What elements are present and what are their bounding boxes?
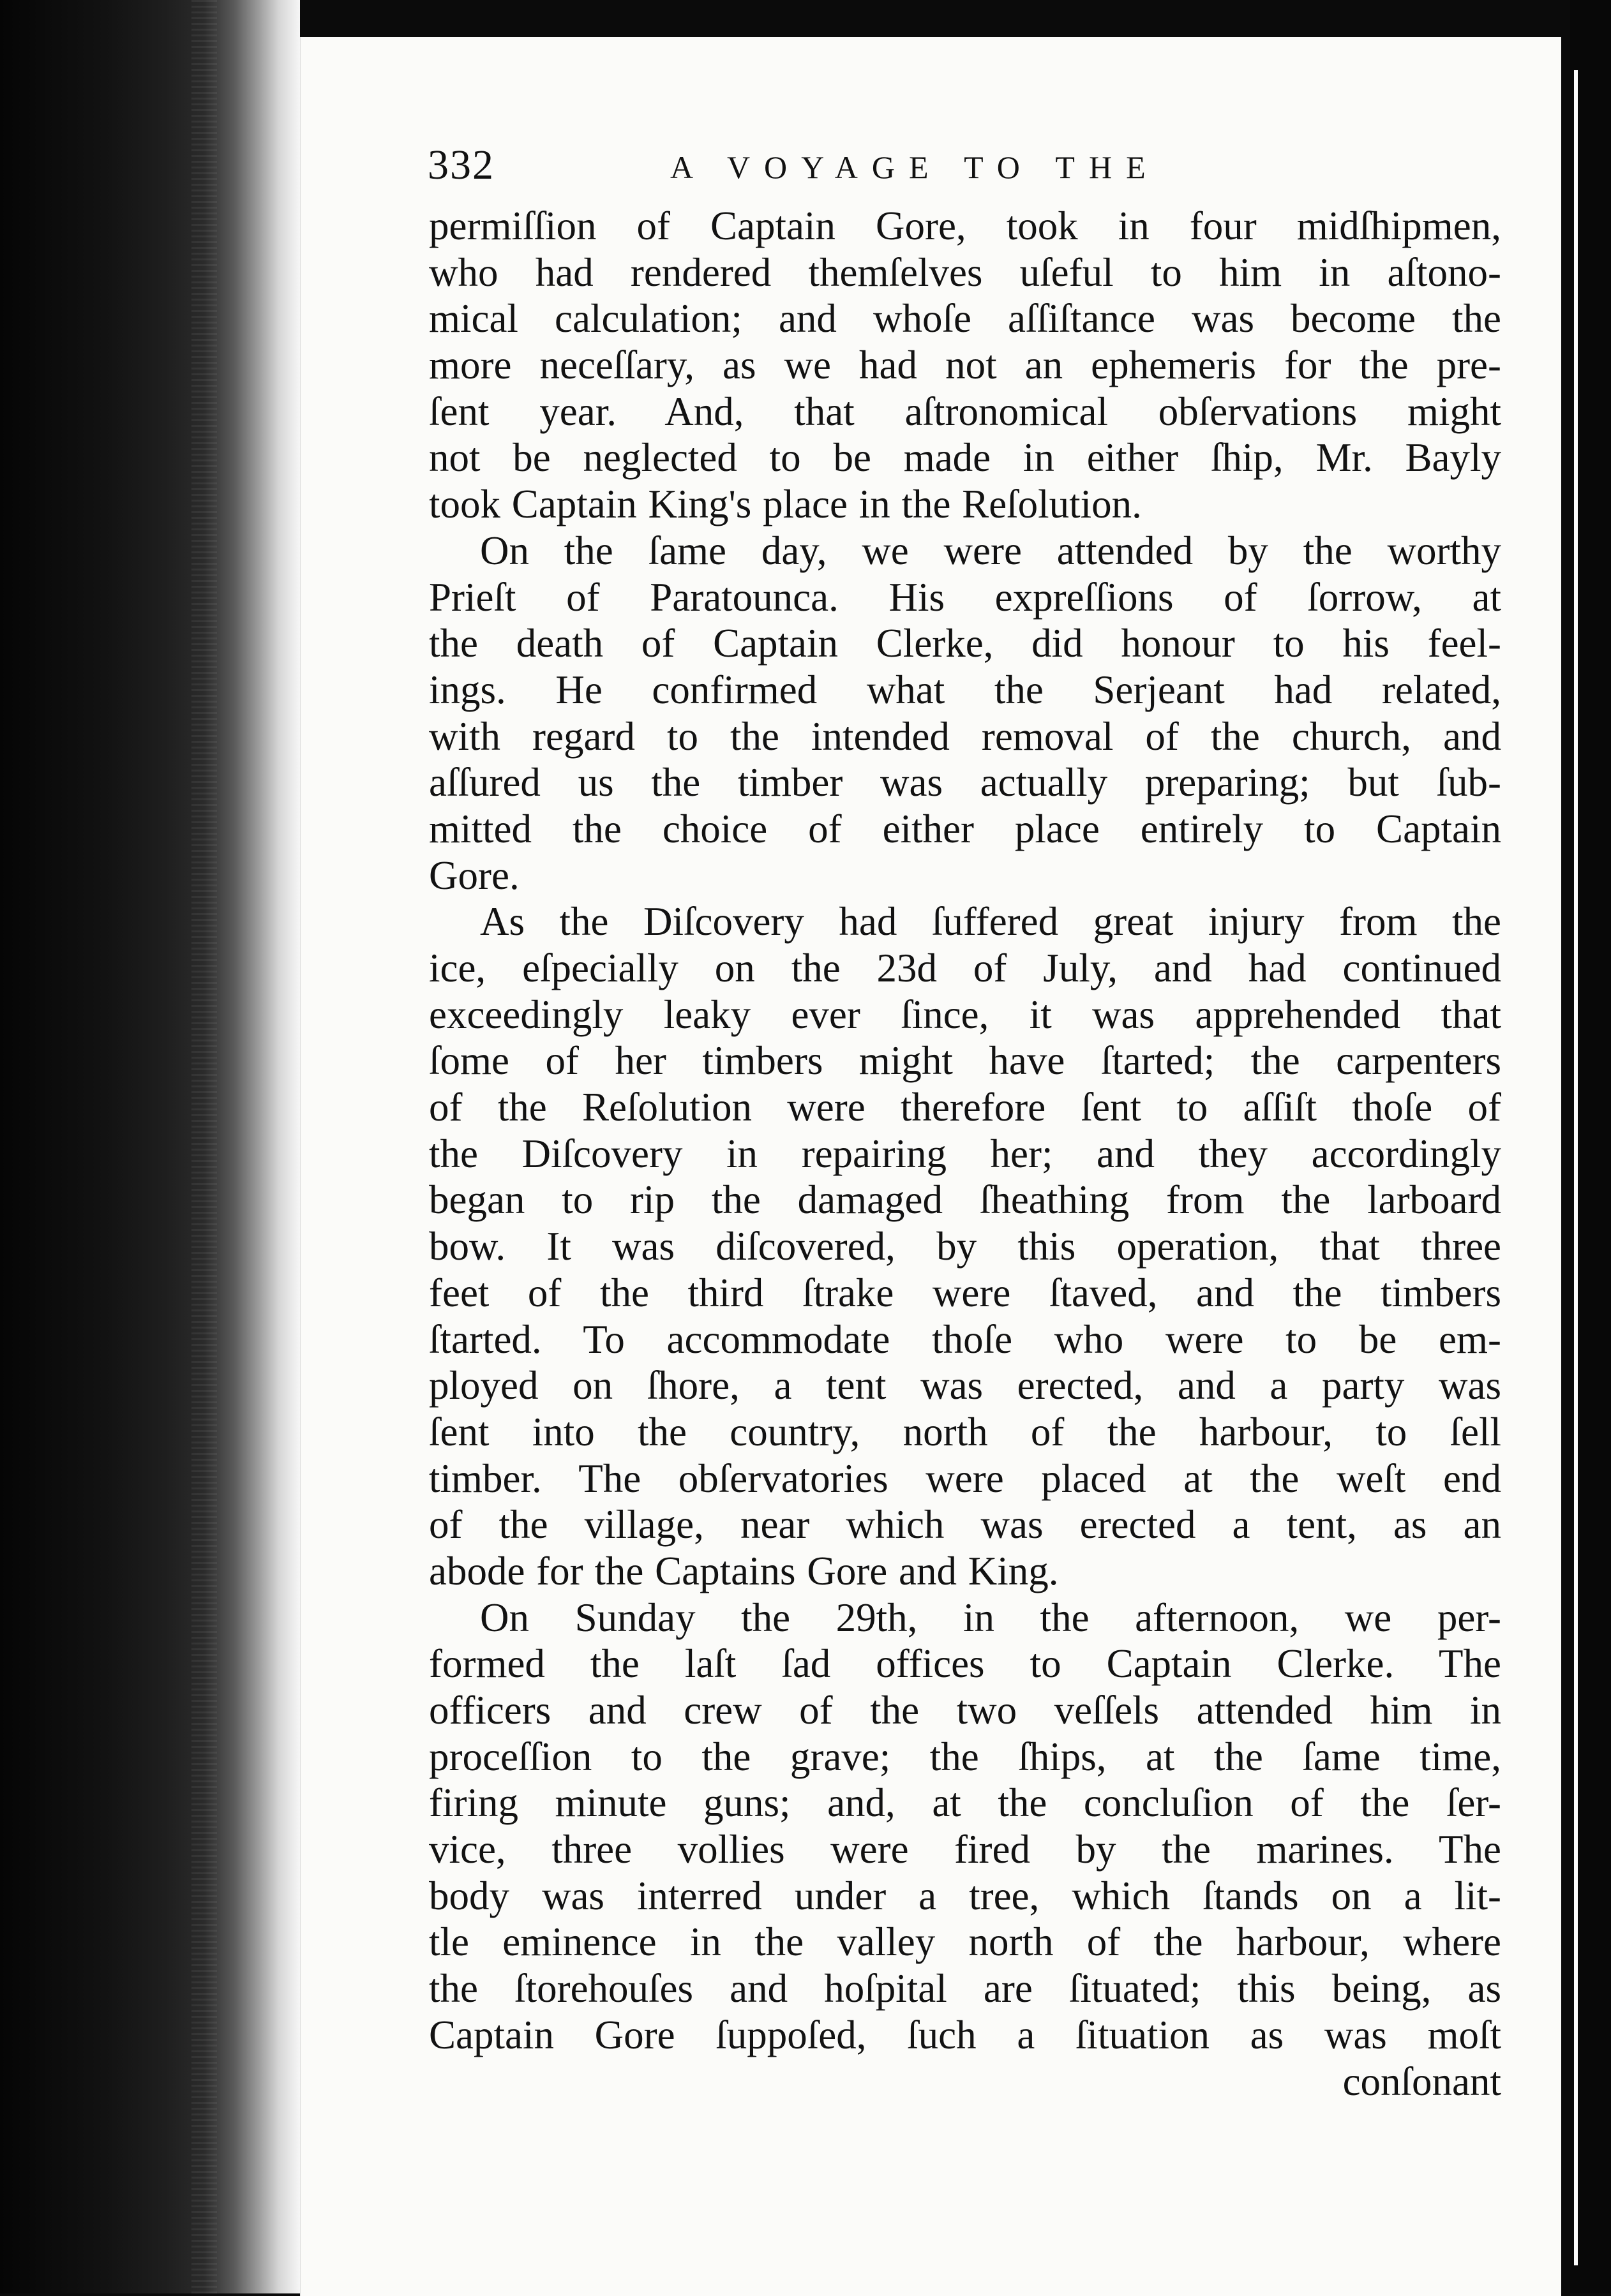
text-line: tle eminence in the valley north of the harbour, where (429, 1920, 1501, 1965)
book-binding-shadow (0, 0, 300, 2293)
text-line: exceedingly leaky ever ſince, it was apprehended that (429, 992, 1501, 1037)
text-line: ſent into the country, north of the harbour, to ſell (429, 1409, 1501, 1454)
text-line: proceſſion to the grave; the ſhips, at the ſame time, (429, 1734, 1501, 1779)
text-line: Captain Gore ſuppoſed, ſuch a ſituation as was moſt (429, 2012, 1501, 2057)
text-line: body was interred under a tree, which ſtands on a lit- (429, 1873, 1501, 1918)
text-line: Gore. (429, 853, 520, 898)
text-line: Prieſt of Paratounca. His expreſſions of ſorrow, at (429, 574, 1501, 620)
text-line: firing minute guns; and, at the concluſion of the ſer- (429, 1780, 1501, 1826)
text-line: permiſſion of Captain Gore, took in four midſhipmen, (429, 204, 1501, 248)
text-line: with regard to the intended removal of the church, and (429, 713, 1501, 759)
text-line: the death of Captain Clerke, did honour to his feel- (429, 621, 1501, 666)
text-line: not be neglected to be made in either ſhip, Mr. Bayly (429, 435, 1501, 481)
text-line: ings. He confirmed what the Serjeant had related, (429, 667, 1501, 712)
text-line: the ſtorehouſes and hoſpital are ſituated; this being, as (429, 1966, 1501, 2011)
text-line: who had rendered themſelves uſeful to him in aſtono- (429, 250, 1501, 295)
text-line: abode for the Captains Gore and King. (429, 1548, 1059, 1593)
running-head (428, 137, 1289, 194)
text-line: bow. It was diſcovered, by this operation, that three (429, 1224, 1501, 1269)
text-line: aſſured us the timber was actually preparing; but ſub- (429, 760, 1501, 805)
text-line: ſent year. And, that aſtronomical obſervations might (429, 389, 1501, 434)
text-line: feet of the third ſtrake were ſtaved, and the timbers (429, 1270, 1501, 1315)
page-number: 332 (428, 142, 495, 188)
paragraph-start-line: On Sunday the 29th, in the afternoon, we per- (480, 1595, 1501, 1640)
text-line: mitted the choice of either place entirely to Captain (429, 806, 1501, 851)
paragraph-start-line: As the Diſcovery had ſuffered great injury from the (480, 899, 1501, 944)
page-edge-highlight (1574, 70, 1578, 2265)
paragraph-start-line: On the ſame day, we were attended by the worthy (480, 528, 1501, 573)
body-text (429, 203, 1501, 2105)
running-title: A VOYAGE TO THE (670, 149, 1160, 185)
catchword: conſonant (1342, 2059, 1501, 2104)
text-line: ice, eſpecially on the 23d of July, and had continued (429, 946, 1501, 990)
text-line: more neceſſary, as we had not an ephemeris for the pre- (429, 343, 1501, 388)
binding-texture (191, 0, 217, 2293)
text-line: took Captain King's place in the Reſolution. (429, 482, 1142, 527)
text-line: ſome of her timbers might have ſtarted; the carpenters (429, 1038, 1501, 1084)
text-line: of the village, near which was erected a tent, as an (429, 1502, 1501, 1547)
text-line: ſtarted. To accommodate thoſe who were to be em- (429, 1316, 1501, 1362)
text-line: began to rip the damaged ſheathing from the larboard (429, 1177, 1501, 1223)
text-line: the Diſcovery in repairing her; and they accordingly (429, 1131, 1501, 1176)
text-line: of the Reſolution were therefore ſent to aſſiſt thoſe of (429, 1085, 1501, 1130)
text-line: vice, three vollies were fired by the marines. The (429, 1827, 1501, 1872)
text-line: ployed on ſhore, a tent was erected, and a party was (429, 1363, 1501, 1408)
text-line: timber. The obſervatories were placed at the weſt end (429, 1456, 1501, 1501)
text-line: formed the laſt ſad offices to Captain Clerke. The (429, 1641, 1501, 1687)
text-line: mical calculation; and whoſe aſſiſtance was become the (429, 296, 1501, 341)
text-line: officers and crew of the two veſſels attended him in (429, 1688, 1501, 1733)
